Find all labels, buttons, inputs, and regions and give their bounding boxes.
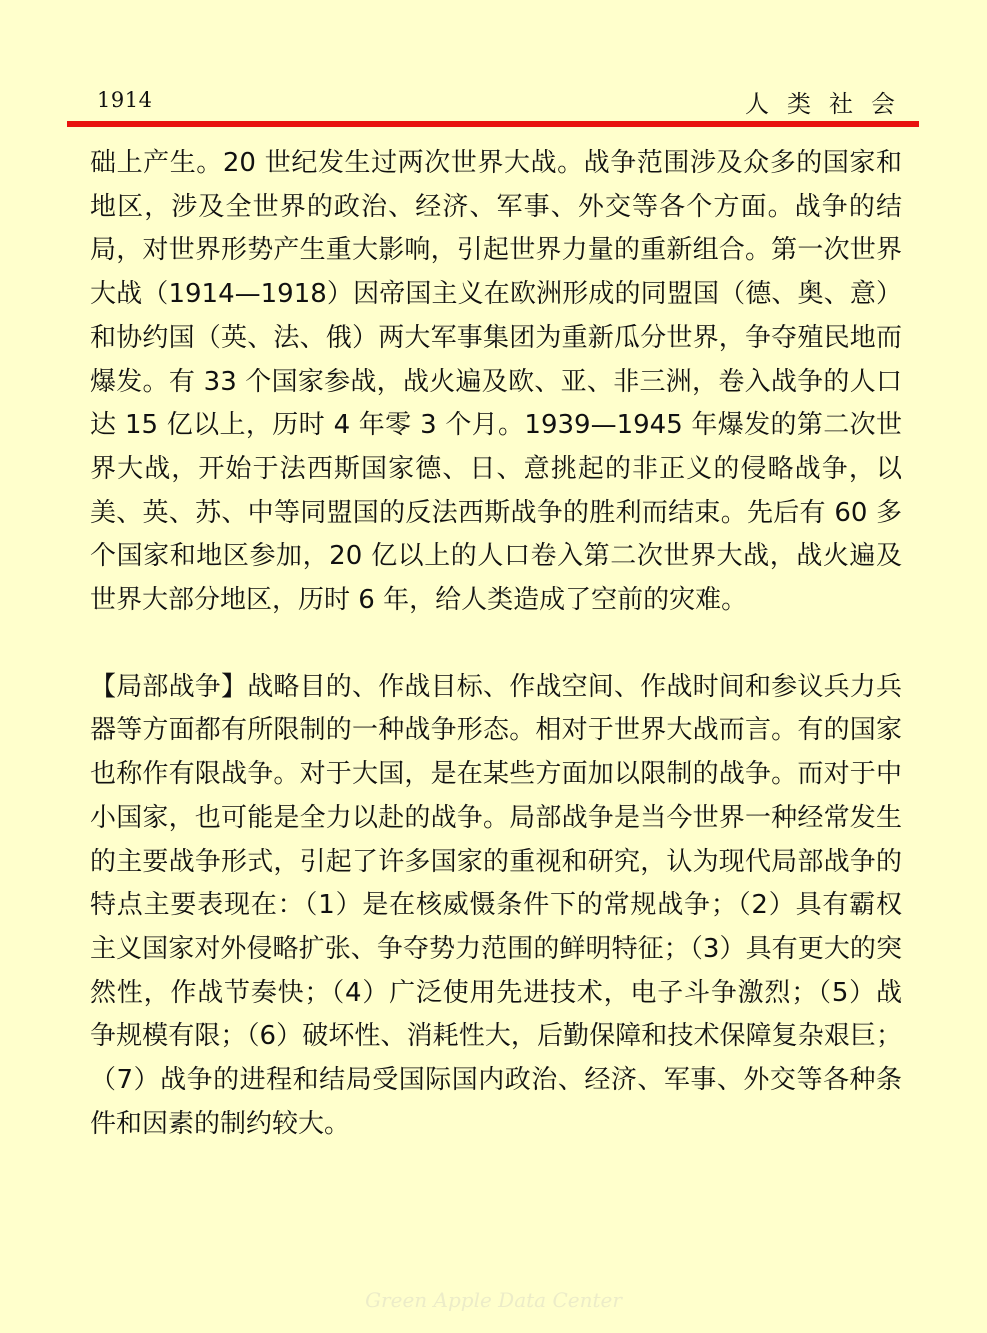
running-head: 人类社会	[745, 90, 913, 118]
paragraph-text: 础上产生。20 世纪发生过两次世界大战。战争范围涉及众多的国家和地区，涉及全世界的政治、经济、军事、外交等各个方面。战争的结局，对世界形势产生重大影响，引起世界力量的重新组合。第一次世界大战（1914—1918）因帝国主义在欧洲形成的同盟国（德、奥、意）和协约国（英、法、俄）两大军事集团为重新瓜分世界，争夺殖民地而爆发。有 33 个国家参战，战火遍及欧、亚、非三洲，卷入战争的人口达 15 亿以上，历时 4 年零 3 个月。1939—1945 年爆发的第二次世界大战，开始于法西斯国家德、日、意挑起的非正义的侵略战争，以美、英、苏、中等同盟国的反法西斯战争的胜利而结束。先后有 60 多个国家和地区参加，20 亿以上的人口卷入第二次世界大战，战火遍及世界大部分地区，历时 6 年，给人类造成了空前的灾难。	[90, 148, 902, 616]
page-number: 1914	[97, 88, 153, 112]
watermark: Green Apple Data Center	[365, 1288, 622, 1312]
body-text	[90, 142, 902, 1146]
entry-term: 【局部战争】	[90, 671, 248, 702]
entry-paragraph	[90, 666, 902, 1147]
entry-text: 战略目的、作战目标、作战空间、作战时间和参议兵力兵器等方面都有所限制的一种战争形态。相对于世界大战而言。有的国家也称作有限战争。对于大国，是在某些方面加以限制的战争。而对于中小国家，也可能是全力以赴的战争。局部战争是当今世界一种经常发生的主要战争形式，引起了许多国家的重视和研究，认为现代局部战争的特点主要表现在：（1）是在核威慑条件下的常规战争；（2）具有霸权主义国家对外侵略扩张、争夺势力范围的鲜明特征；（3）具有更大的突然性，作战节奏快；（4）广泛使用先进技术，电子斗争激烈；（5）战争规模有限；（6）破坏性、消耗性大，后勤保障和技术保障复杂艰巨；（7）战争的进程和结局受国际国内政治、经济、军事、外交等各种条件和因素的制约较大。	[90, 671, 902, 1139]
paragraph	[90, 142, 902, 623]
header-rule	[67, 121, 919, 127]
